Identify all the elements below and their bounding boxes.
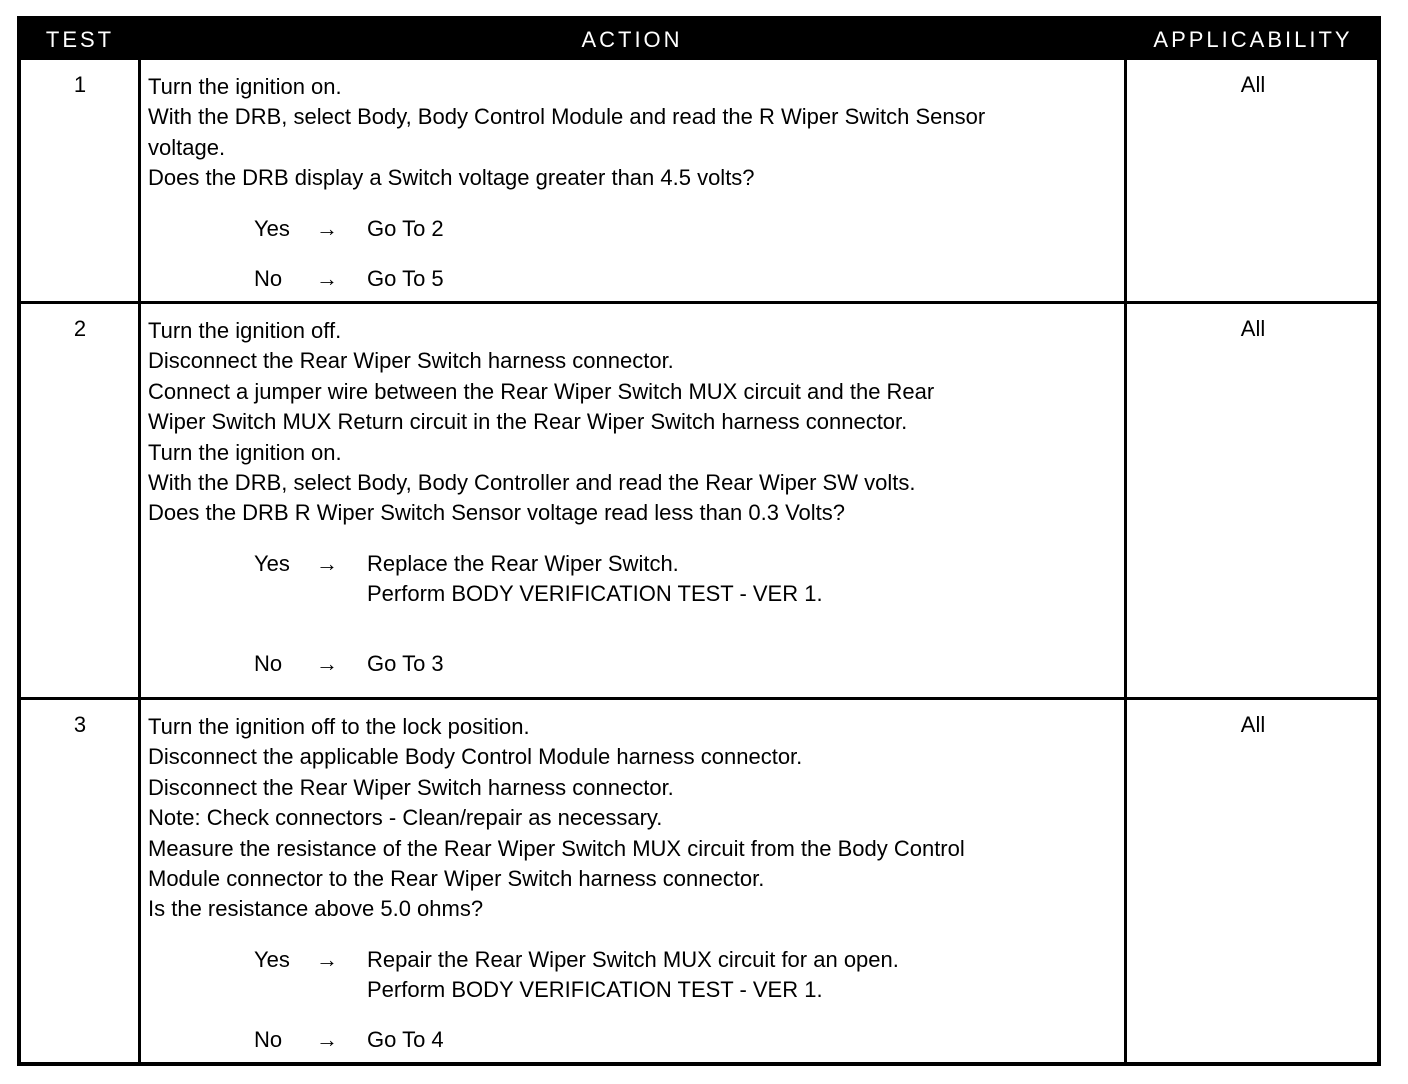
- arrow-icon: →: [316, 550, 338, 576]
- yes-outcome: [367, 945, 899, 1006]
- no-result: [148, 649, 1118, 679]
- diagnostic-test-table: [17, 16, 1381, 1066]
- arrow-icon: →: [316, 946, 338, 972]
- arrow-icon: →: [316, 265, 338, 291]
- no-outcome: Go To 5: [367, 265, 444, 291]
- action-step: Turn the ignition on.: [148, 74, 342, 99]
- yes-outcome-line: Repair the Rear Wiper Switch MUX circuit for an open.: [367, 946, 899, 972]
- header-applicability: APPLICABILITY: [1153, 27, 1353, 52]
- action-step: Does the DRB R Wiper Switch Sensor voltage read less than 0.3 Volts?: [148, 500, 846, 526]
- applicability-value: All: [1240, 712, 1266, 737]
- test-number: 1: [73, 72, 87, 97]
- yes-outcome-line: Perform BODY VERIFICATION TEST - VER 1.: [367, 977, 823, 1003]
- yes-outcome: [367, 549, 823, 610]
- no-outcome: Go To 3: [367, 650, 444, 676]
- table-row: [21, 700, 1377, 1066]
- action-cell: [148, 316, 1118, 679]
- action-step: Disconnect the Rear Wiper Switch harness connector.: [148, 774, 674, 800]
- action-cell: [148, 712, 1118, 1055]
- no-outcome: Go To 4: [367, 1026, 444, 1052]
- yes-result: [148, 945, 1118, 1005]
- no-label: No: [254, 265, 283, 291]
- yes-outcome-line: Replace the Rear Wiper Switch.: [367, 550, 679, 576]
- yes-outcome-line: Perform BODY VERIFICATION TEST - VER 1.: [367, 581, 823, 607]
- no-result: [148, 1025, 1118, 1055]
- yes-label: Yes: [254, 946, 290, 972]
- test-number: 2: [73, 316, 87, 341]
- yes-result: [148, 549, 1118, 609]
- action-step: Turn the ignition off to the lock position.: [148, 714, 530, 739]
- no-result: [148, 264, 1118, 294]
- action-step: With the DRB, select Body, Body Controller and read the Rear Wiper SW volts.: [148, 470, 916, 496]
- action-step: Module connector to the Rear Wiper Switch harness connector.: [148, 866, 765, 892]
- yes-result: [148, 214, 1118, 244]
- table-row: [21, 60, 1377, 301]
- header-action: ACTION: [581, 27, 683, 52]
- header-test: TEST: [45, 27, 115, 52]
- action-step: Measure the resistance of the Rear Wiper Switch MUX circuit from the Body Control: [148, 835, 965, 861]
- arrow-icon: →: [316, 215, 338, 241]
- action-step: voltage.: [148, 134, 226, 160]
- action-step: Wiper Switch MUX Return circuit in the Rear Wiper Switch harness connector.: [148, 409, 908, 435]
- no-label: No: [254, 1026, 283, 1052]
- yes-outcome: Go To 2: [367, 215, 444, 241]
- action-cell: [148, 72, 1118, 294]
- action-step: With the DRB, select Body, Body Control Module and read the R Wiper Switch Sensor: [148, 104, 986, 130]
- applicability-value: All: [1240, 72, 1266, 97]
- action-step: Disconnect the Rear Wiper Switch harness connector.: [148, 348, 674, 374]
- action-step: Does the DRB display a Switch voltage greater than 4.5 volts?: [148, 165, 755, 191]
- yes-label: Yes: [254, 215, 290, 241]
- no-label: No: [254, 650, 283, 676]
- action-step: Note: Check connectors - Clean/repair as necessary.: [148, 805, 663, 831]
- spacer: [148, 609, 1118, 629]
- action-step: Connect a jumper wire between the Rear Wiper Switch MUX circuit and the Rear: [148, 378, 935, 404]
- table-row: [21, 304, 1377, 697]
- action-step: Is the resistance above 5.0 ohms?: [148, 896, 484, 922]
- test-number: 3: [73, 712, 87, 737]
- table-header: [21, 20, 1377, 60]
- action-step: Disconnect the applicable Body Control Module harness connector.: [148, 744, 803, 770]
- applicability-value: All: [1240, 316, 1266, 341]
- arrow-icon: →: [316, 650, 338, 676]
- yes-label: Yes: [254, 550, 290, 576]
- arrow-icon: →: [316, 1026, 338, 1052]
- action-step: Turn the ignition on.: [148, 439, 342, 465]
- action-step: Turn the ignition off.: [148, 318, 342, 343]
